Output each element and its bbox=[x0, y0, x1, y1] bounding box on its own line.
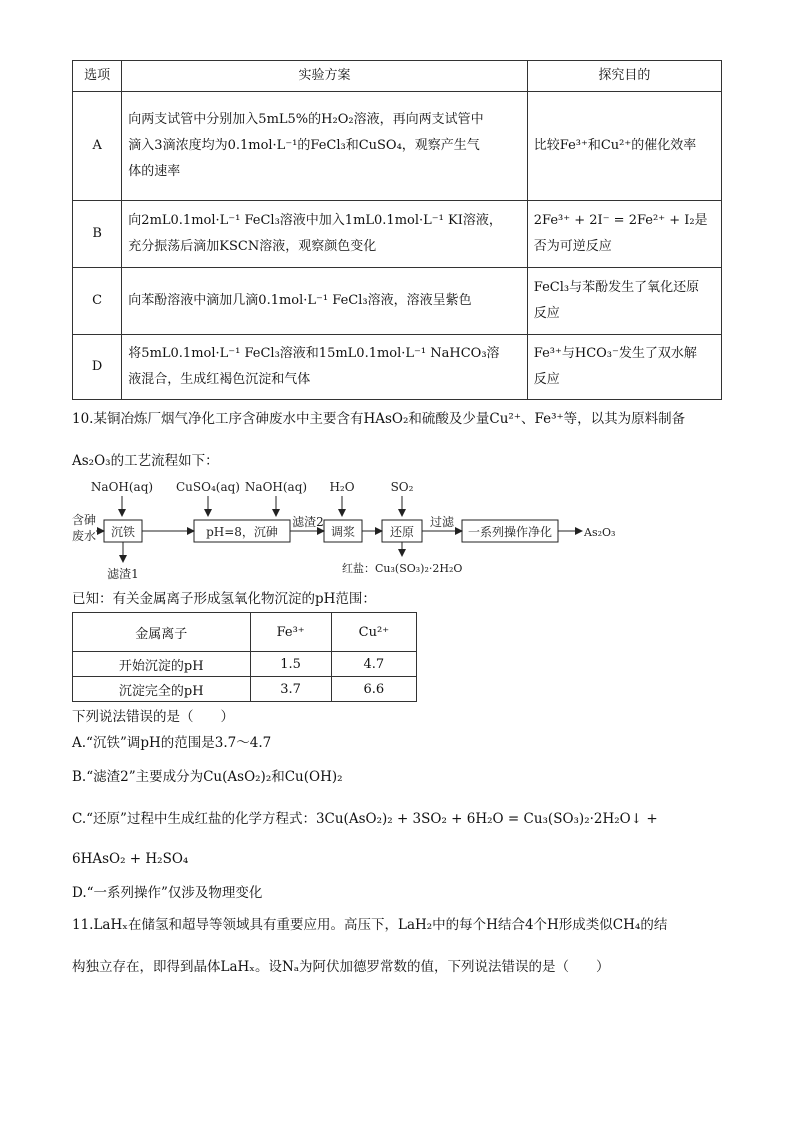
ph-table bbox=[72, 612, 417, 702]
q10-option-b: B.“滤渣2”主要成分为Cu(AsO₂)₂和Cu(OH)₂ bbox=[72, 769, 343, 785]
reagent-naoh-2: NaOH(aq) bbox=[244, 480, 308, 494]
reagent-naoh-1: NaOH(aq) bbox=[90, 480, 154, 494]
option-label: A bbox=[73, 92, 122, 201]
box-jinghua-label: 一系列操作净化 bbox=[467, 525, 553, 539]
aim-line: 反应 bbox=[533, 306, 560, 321]
aim-line: 2Fe³⁺ + 2I⁻ = 2Fe²⁺ + I₂是 bbox=[533, 213, 708, 228]
table-row bbox=[73, 335, 722, 400]
plan-cell bbox=[122, 92, 527, 201]
aim-line: Fe³⁺与HCO₃⁻发生了双水解 bbox=[533, 346, 697, 361]
option-label: B bbox=[73, 201, 122, 268]
ph-value: 3.7 bbox=[250, 677, 331, 702]
table-row bbox=[73, 652, 417, 677]
aim-cell bbox=[527, 268, 721, 335]
reagent-so2: SO₂ bbox=[390, 480, 414, 494]
feed-label-2: 废水 bbox=[72, 529, 97, 543]
aim-cell bbox=[527, 201, 721, 268]
plan-line: 向2mL0.1mol·L⁻¹ FeCl₃溶液中加入1mL0.1mol·L⁻¹ KI溶液， bbox=[128, 213, 502, 228]
aim-line: 否为可逆反应 bbox=[533, 239, 612, 254]
q10-option-c-line1: C.“还原”过程中生成红盐的化学方程式：3Cu(AsO₂)₂ + 3SO₂ + 6H₂O = Cu₃(SO₃)₂·2H₂O↓ + bbox=[72, 811, 658, 827]
plan-line: 向两支试管中分别加入5mL5%的H₂O₂溶液，再向两支试管中 bbox=[128, 112, 484, 127]
label-guolv: 过滤 bbox=[429, 515, 455, 529]
ph-value: 1.5 bbox=[250, 652, 331, 677]
ph-header: 金属离子 bbox=[73, 613, 251, 652]
q10-stem-line2: As₂O₃的工艺流程如下： bbox=[72, 453, 219, 469]
ph-value: 6.6 bbox=[331, 677, 416, 702]
q10-known: 已知：有关金属离子形成氢氧化物沉淀的pH范围： bbox=[72, 591, 376, 607]
ph-value: 4.7 bbox=[331, 652, 416, 677]
ph-row-label: 开始沉淀的pH bbox=[73, 652, 251, 677]
q11-stem-line1: 11.LaHₓ在储氢和超导等领域具有重要应用。高压下，LaH₂中的每个H结合4个H形成类似CH₄的结 bbox=[72, 917, 668, 933]
box-chentie-label: 沉铁 bbox=[110, 525, 136, 539]
q11-stem-line2: 构独立存在，即得到晶体LaHₓ。设Nₐ为阿伏加德罗常数的值，下列说法错误的是（ ） bbox=[72, 959, 610, 975]
box-huanyuan-label: 还原 bbox=[389, 525, 415, 539]
process-flow-diagram bbox=[72, 478, 692, 588]
plan-line: 将5mL0.1mol·L⁻¹ FeCl₃溶液和15mL0.1mol·L⁻¹ NaHCO₃溶 bbox=[128, 346, 500, 361]
plan-cell bbox=[122, 201, 527, 268]
plan-cell bbox=[122, 335, 527, 400]
table-row bbox=[73, 268, 722, 335]
table-row bbox=[73, 201, 722, 268]
option-label: D bbox=[73, 335, 122, 400]
reagent-h2o: H₂O bbox=[329, 480, 355, 494]
ph-header-row bbox=[73, 613, 417, 652]
label-lvzha2: 滤渣2 bbox=[292, 515, 324, 529]
plan-line: 滴入3滴浓度均为0.1mol·L⁻¹的FeCl₃和CuSO₄，观察产生气 bbox=[128, 138, 480, 153]
aim-line: 比较Fe³⁺和Cu²⁺的催化效率 bbox=[533, 138, 697, 153]
reagent-cuso4: CuSO₄(aq) bbox=[176, 480, 240, 494]
q10-option-a: A.“沉铁”调pH的范围是3.7～4.7 bbox=[72, 735, 272, 751]
plan-line: 向苯酚溶液中滴加几滴0.1mol·L⁻¹ FeCl₃溶液，溶液呈紫色 bbox=[128, 293, 472, 308]
q10-option-c-line2: 6HAsO₂ + H₂SO₄ bbox=[72, 851, 189, 867]
aim-cell bbox=[527, 335, 721, 400]
ph-row-label: 沉淀完全的pH bbox=[73, 677, 251, 702]
label-red-salt: 红盐：Cu₃(SO₃)₂·2H₂O bbox=[342, 562, 463, 575]
box-chenshen-label: pH=8，沉砷 bbox=[206, 525, 278, 539]
plan-line: 体的速率 bbox=[128, 164, 181, 179]
q10-option-d: D.“一系列操作”仅涉及物理变化 bbox=[72, 885, 263, 901]
feed-label-1: 含砷 bbox=[72, 513, 97, 527]
plan-line: 充分振荡后滴加KSCN溶液，观察颜色变化 bbox=[128, 239, 377, 254]
aim-line: FeCl₃与苯酚发生了氧化还原 bbox=[533, 280, 700, 295]
experiment-table bbox=[72, 60, 722, 400]
plan-line: 液混合，生成红褐色沉淀和气体 bbox=[128, 372, 311, 387]
header-option: 选项 bbox=[73, 61, 122, 92]
header-aim: 探究目的 bbox=[527, 61, 721, 92]
label-lvzha1: 滤渣1 bbox=[107, 567, 139, 581]
plan-cell bbox=[122, 268, 527, 335]
table-row bbox=[73, 92, 722, 201]
table-header-row bbox=[73, 61, 722, 92]
ph-header: Cu²⁺ bbox=[331, 613, 416, 652]
box-tiaojiang-label: 调浆 bbox=[330, 525, 356, 539]
table-row bbox=[73, 677, 417, 702]
q10-stem-line1: 10.某铜冶炼厂烟气净化工序含砷废水中主要含有HAsO₂和硫酸及少量Cu²⁺、Fe³⁺等，以其为原料制备 bbox=[72, 411, 686, 427]
option-label: C bbox=[73, 268, 122, 335]
q10-question: 下列说法错误的是（ ） bbox=[72, 709, 234, 725]
ph-header: Fe³⁺ bbox=[250, 613, 331, 652]
aim-line: 反应 bbox=[533, 372, 560, 387]
product-label: As₂O₃ bbox=[584, 526, 616, 539]
header-plan: 实验方案 bbox=[122, 61, 527, 92]
aim-cell bbox=[527, 92, 721, 201]
